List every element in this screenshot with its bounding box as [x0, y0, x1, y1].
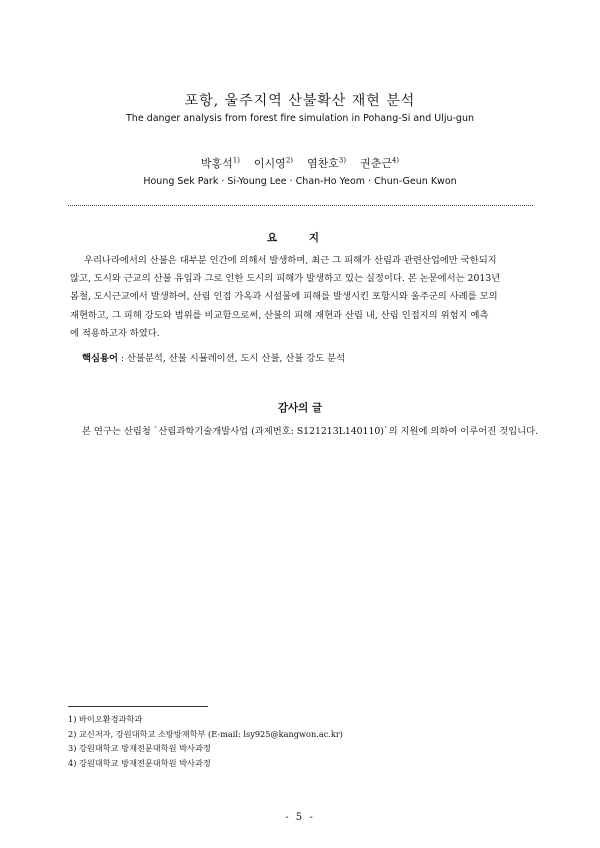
author-list-korean — [0, 155, 600, 171]
author-mark: 3) — [338, 156, 347, 165]
footnotes — [68, 712, 343, 770]
page-number: - 5 - — [285, 812, 315, 823]
author-mark: 1) — [232, 156, 240, 165]
abstract-line: 봄철, 도시근교에서 발생하여, 산림 인접 가옥과 시설물에 피해를 발생시킨 포항시와 울주군의 사례를 모의 — [70, 291, 498, 303]
abstract-heading: 요 지 — [267, 232, 333, 244]
author-name: 권춘근 — [360, 157, 392, 170]
abstract-line: 재현하고, 그 피해 강도와 범위를 비교함으로써, 산불의 피해 재현과 산림 내, 산림 인접지의 위험지 예측 — [70, 309, 489, 321]
paper-title-korean: 포항, 울주지역 산불확산 재현 분석 — [184, 93, 416, 109]
author-mark: 4) — [391, 156, 400, 165]
keywords-label: 핵심용어 — [82, 353, 118, 364]
author-name: 이시영 — [253, 157, 286, 170]
author-mark: 2) — [285, 156, 293, 165]
author-name: 염찬호 — [307, 157, 339, 170]
acknowledgment-text: 본 연구는 산림청 `산림과학기술개발사업 (과제번호: S121213L140110)`의 지원에 의하여 이루어진 것입니다. — [82, 426, 539, 437]
footnote-item: 4) 강원대학교 방재전문대학원 박사과정 — [68, 757, 211, 768]
paper-title-english: The danger analysis from forest fire simulation in Pohang-Si and Ulju-gun — [126, 113, 474, 124]
footnote-item: 1) 바이오환경과학과 — [68, 714, 143, 724]
keywords-text: : 산불분석, 산불 시뮬레이션, 도시 산불, 산불 강도 분석 — [117, 353, 346, 364]
footnote-rule — [68, 706, 208, 707]
author-name: 박홍석 — [200, 157, 233, 170]
author-list-english: Houng Sek Park · Si-Young Lee · Chan-Ho Yeom · Chun-Geun Kwon — [143, 176, 457, 187]
footnote-item: 3) 강원대학교 방재전문대학원 박사과정 — [68, 743, 211, 753]
abstract-body — [70, 252, 530, 343]
keywords — [82, 350, 345, 364]
abstract-line: 않고, 도시와 근교의 산불 유입과 그로 인한 도시의 피해가 발생하고 있는 실정이다. 본 논문에서는 2013년 — [70, 273, 501, 285]
abstract-line: 우리나라에서의 산불은 대부분 인간에 의해서 발생하며, 최근 그 피해가 산림과 관련산업에만 국한되지 — [84, 255, 497, 266]
acknowledgment-heading: 감사의 글 — [277, 402, 323, 414]
dotted-divider — [68, 205, 533, 206]
footnote-item: 2) 교신저자, 강원대학교 소방방재학부 (E-mail: lsy925@kangwon.ac.kr) — [68, 728, 343, 739]
abstract-line: 에 적용하고자 하였다. — [70, 327, 160, 339]
